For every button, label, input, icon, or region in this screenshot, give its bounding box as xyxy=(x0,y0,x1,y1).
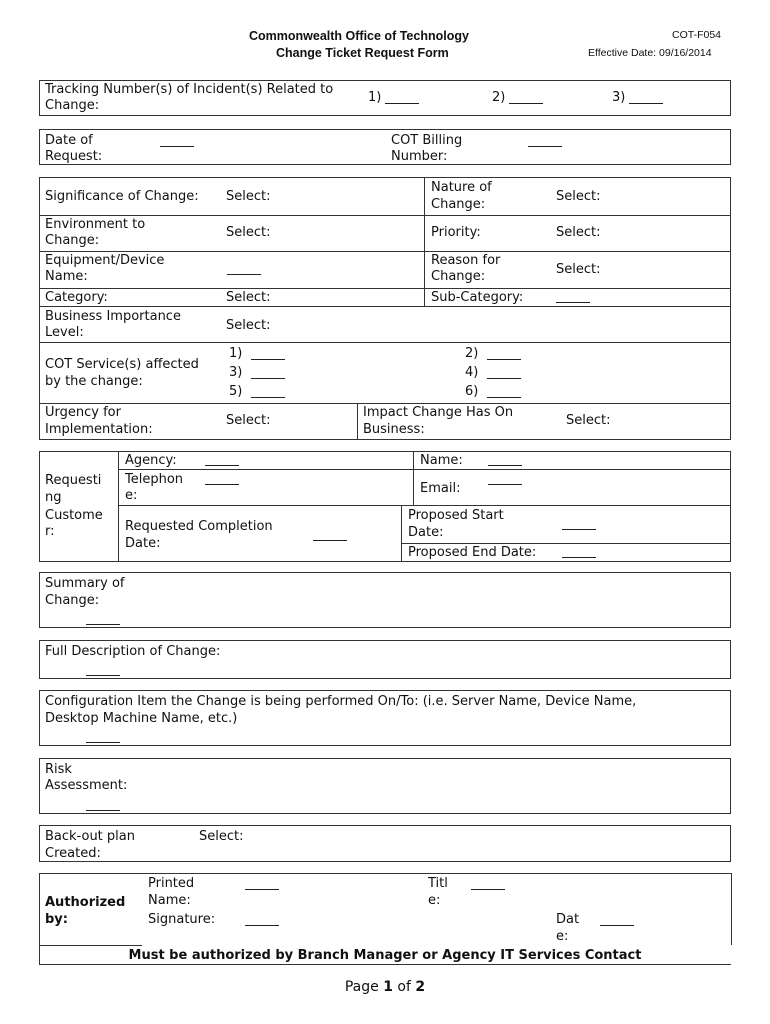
effective-date: 09/16/2014 xyxy=(659,47,712,59)
of-word: of xyxy=(397,979,411,995)
category-select[interactable]: Select: xyxy=(226,290,271,305)
printed-name-field[interactable] xyxy=(245,889,279,890)
summary-label-1: Summary of xyxy=(45,576,125,591)
auth-title-field[interactable] xyxy=(471,889,505,890)
completion-label-1: Requested Completion xyxy=(125,519,273,534)
service-field-1[interactable] xyxy=(251,359,285,360)
effective-date-row xyxy=(588,47,712,59)
customer-name-field[interactable] xyxy=(488,465,522,466)
importance-label-1: Business Importance xyxy=(45,309,181,324)
tracking-field-1[interactable] xyxy=(385,103,419,104)
page-total: 2 xyxy=(415,979,426,995)
backout-section xyxy=(39,825,731,862)
requesting-customer-label-2: ng xyxy=(45,490,62,505)
impact-label-2: Business: xyxy=(363,422,425,437)
requesting-customer-label-3: Custome xyxy=(45,508,103,523)
reason-select[interactable]: Select: xyxy=(556,262,601,277)
service-num-1: 1) xyxy=(229,346,243,361)
billing-label-2: Number: xyxy=(391,149,448,164)
requesting-customer-label-1: Requesti xyxy=(45,473,102,488)
printed-name-label-1: Printed xyxy=(148,876,195,891)
nature-label-2: Change: xyxy=(431,197,486,212)
services-label-2: by the change: xyxy=(45,374,143,389)
signature-field[interactable] xyxy=(245,925,279,926)
tracking-label-1: Tracking Number(s) of Incident(s) Related to xyxy=(45,82,334,97)
completion-date-field[interactable] xyxy=(313,540,347,541)
service-field-6[interactable] xyxy=(487,397,521,398)
telephone-label-2: e: xyxy=(125,488,138,503)
end-date-field[interactable] xyxy=(562,557,596,558)
importance-label-2: Level: xyxy=(45,325,84,340)
risk-label-2: Assessment: xyxy=(45,778,128,793)
tracking-label-2: Change: xyxy=(45,98,100,113)
urgency-label-2: Implementation: xyxy=(45,422,153,437)
auth-date-field[interactable] xyxy=(600,925,634,926)
customer-name-label: Name: xyxy=(420,453,463,468)
email-label: Email: xyxy=(420,481,461,496)
telephone-field[interactable] xyxy=(205,484,239,485)
urgency-select[interactable]: Select: xyxy=(226,413,271,428)
service-num-3: 3) xyxy=(229,365,243,380)
tracking-num-1: 1) xyxy=(368,90,382,105)
backout-label-1: Back-out plan xyxy=(45,829,135,844)
significance-label: Significance of Change: xyxy=(45,189,199,204)
requesting-customer-label-4: r: xyxy=(45,524,55,539)
full-description-label: Full Description of Change: xyxy=(45,644,221,659)
reason-label-2: Change: xyxy=(431,269,486,284)
category-label: Category: xyxy=(45,290,108,305)
service-field-4[interactable] xyxy=(487,378,521,379)
authorization-note: Must be authorized by Branch Manager or Agency IT Services Contact xyxy=(128,948,642,963)
form-title: Change Ticket Request Form xyxy=(276,46,449,60)
authorized-by-label-1: Authorized xyxy=(45,895,126,910)
importance-select[interactable]: Select: xyxy=(226,318,271,333)
impact-select[interactable]: Select: xyxy=(566,413,611,428)
service-num-6: 6) xyxy=(465,384,479,399)
full-description-field[interactable] xyxy=(86,675,120,676)
subcategory-field[interactable] xyxy=(556,302,590,303)
tracking-field-2[interactable] xyxy=(509,103,543,104)
auth-date-label-2: e: xyxy=(556,929,569,944)
risk-label-1: Risk xyxy=(45,762,72,777)
equipment-label-1: Equipment/Device xyxy=(45,253,165,268)
significance-select[interactable]: Select: xyxy=(226,189,271,204)
priority-select[interactable]: Select: xyxy=(556,225,601,240)
summary-field[interactable] xyxy=(86,624,120,625)
date-of-request-field[interactable] xyxy=(160,146,194,147)
page-indicator xyxy=(0,979,770,995)
subcategory-label: Sub-Category: xyxy=(431,290,524,305)
request-date-section xyxy=(39,129,731,165)
printed-name-label-2: Name: xyxy=(148,893,191,908)
page-number: 1 xyxy=(383,979,393,995)
tracking-field-3[interactable] xyxy=(629,103,663,104)
services-label-1: COT Service(s) affected xyxy=(45,357,199,372)
service-num-2: 2) xyxy=(465,346,479,361)
billing-number-field[interactable] xyxy=(528,146,562,147)
risk-section xyxy=(39,758,731,814)
summary-label-2: Change: xyxy=(45,593,100,608)
start-date-label-2: Date: xyxy=(408,525,444,540)
summary-section xyxy=(39,572,731,628)
service-num-4: 4) xyxy=(465,365,479,380)
environment-select[interactable]: Select: xyxy=(226,225,271,240)
authorized-by-label-2: by: xyxy=(45,912,68,927)
agency-field[interactable] xyxy=(205,465,239,466)
org-name: Commonwealth Office of Technology xyxy=(249,29,469,43)
config-item-field[interactable] xyxy=(86,742,120,743)
nature-select[interactable]: Select: xyxy=(556,189,601,204)
form-code: COT-F054 xyxy=(672,29,722,41)
service-field-3[interactable] xyxy=(251,378,285,379)
backout-select[interactable]: Select: xyxy=(199,829,244,844)
equipment-label-2: Name: xyxy=(45,269,88,284)
equipment-name-field[interactable] xyxy=(227,274,261,275)
config-item-label-2: Desktop Machine Name, etc.) xyxy=(45,711,238,726)
service-field-5[interactable] xyxy=(251,397,285,398)
risk-field[interactable] xyxy=(86,810,120,811)
email-field[interactable] xyxy=(488,484,522,485)
auth-title-label-2: e: xyxy=(428,893,441,908)
date-of-request-label-1: Date of xyxy=(45,133,93,148)
start-date-field[interactable] xyxy=(562,529,596,530)
billing-label-1: COT Billing xyxy=(391,133,463,148)
tracking-num-3: 3) xyxy=(612,90,626,105)
completion-label-2: Date: xyxy=(125,536,161,551)
nature-label-1: Nature of xyxy=(431,180,492,195)
page-word: Page xyxy=(344,979,379,995)
auth-date-label-1: Dat xyxy=(556,912,580,927)
agency-label: Agency: xyxy=(125,453,177,468)
priority-label: Priority: xyxy=(431,225,481,240)
impact-label-1: Impact Change Has On xyxy=(363,405,514,420)
environment-label-2: Change: xyxy=(45,233,100,248)
auth-title-label-1: Titl xyxy=(428,876,448,891)
config-item-label-1: Configuration Item the Change is being performed On/To: (i.e. Server Name, Device Name, xyxy=(45,694,637,709)
environment-label-1: Environment to xyxy=(45,217,146,232)
telephone-label-1: Telephon xyxy=(125,472,184,487)
date-of-request-label-2: Request: xyxy=(45,149,103,164)
tracking-num-2: 2) xyxy=(492,90,506,105)
start-date-label-1: Proposed Start xyxy=(408,508,504,523)
signature-label: Signature: xyxy=(148,912,216,927)
backout-label-2: Created: xyxy=(45,846,101,861)
end-date-label: Proposed End Date: xyxy=(408,545,537,560)
service-num-5: 5) xyxy=(229,384,243,399)
effective-date-label: Effective Date: xyxy=(588,47,657,59)
urgency-label-1: Urgency for xyxy=(45,405,121,420)
reason-label-1: Reason for xyxy=(431,253,501,268)
service-field-2[interactable] xyxy=(487,359,521,360)
